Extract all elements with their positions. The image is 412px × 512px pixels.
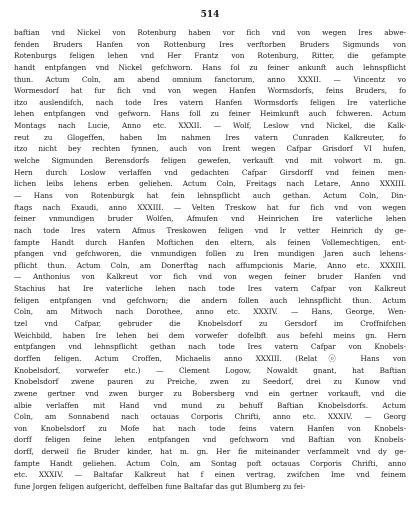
text-line: fune Jorgen feligen aufgericht, deffelben fune Baltafar das gut Blumberg zu fei-	[14, 481, 306, 491]
text-line: fampte Handt durch Hanfen Moftichen den eltern, als feinen Vollemechtigen, ent-	[14, 237, 406, 247]
text-line: feligen entpfangen vnd gefchworn; die andern follen auch lehnspflicht thun. Actum	[14, 295, 406, 305]
text-line: lehen entpfangen vnd gefworn. Hans foll zu feiner Heimkunft auch fchweren. Actum	[14, 109, 406, 119]
text-line: — Anthonius von Kalkreut vor fich vnd von wegen feiner bruder Hanfen vnd	[14, 272, 406, 282]
text-line: feiner vnmundigen bruder Wolfen, Afmufen vnd Heinrichen Ire vaterliche lehen	[14, 214, 406, 224]
text-line: Knobelsdorf zwene pauren zu Preiche, zwen zu Seedorf, drei zu Kunow vnd	[14, 377, 406, 387]
text-line: lichen leibs lehens erben geliehen. Actum Coln, Freitags nach Letare, Anno XXXIII.	[14, 179, 406, 189]
text-line: albie verlaffen mit Hand vnd mund zu behuff Baftian Knobelsdorfs. Actum	[14, 400, 406, 410]
text-line: fenden Bruders Hanfen von Rottenburg Ires verftorben Bruders Sigmunds von	[14, 39, 406, 49]
text-line: Montags nach Lucie, Anno etc. XXXII. — Wolf, Leslow vnd Nickel, die Kalk-	[14, 121, 406, 131]
text-line: — Hans von Rotenburgk hat fein lehnspflicht auch gethan. Actum Coln, Din-	[14, 190, 406, 200]
text-line: pflicht thun. Actum Coln, am Donerftag nach affumpcionis Marie, Anno etc. XXXIII.	[14, 260, 406, 270]
text-line: dorff, derweil fie Bruder kinder, hat m. gn. Her fie miteinander verfammelt vnd dy ge-	[14, 447, 406, 457]
text-line: pfangen vnd gefchworen, die vnmundigen follen zu Iren mundigen Jaren auch lehens-	[14, 249, 406, 259]
text-line: nach tode Ires vatern Afmus Treskowen feligen vnd Ir vetter Heinrich dy ge-	[14, 225, 406, 235]
text-line: dorffen feligen. Actum Croffen, Michaelis anno XXXIII. (Relatⓞ Hans von	[14, 353, 406, 363]
text-line: Hern durch Loslow verlaffen vnd gedachten Cafpar Girsdorff vnd feinen men-	[14, 167, 406, 177]
body-text	[14, 27, 406, 493]
text-line: Weichbild, haben Ire lehen bei dem vorwefer dofelbft aus befehl meins gn. Hern	[14, 330, 406, 340]
text-line: von Knobelsdorf zu Mofe hat nach tode feins vatern Hanfen von Knobels-	[14, 423, 406, 433]
text-line: welche Sigmunden Berensdorfs feligen gewefen, verkauft vnd mit volwort m. gn.	[14, 156, 406, 166]
text-line: reut zu Glogeffen, haben Im nahmen Ires vatern Cunraden Kalkreuter, fo	[14, 132, 406, 142]
text-line: Coln, am Sonnabend nach octauas Corporis Chrifti, anno etc. XXXIV. — Georg	[14, 412, 406, 422]
text-line: dorff feligen feine lehen entpfangen vnd gefchworn vnd Baftian von Knobels-	[14, 435, 406, 445]
text-line: tzel vnd Cafpar, gebruder die Knobelsdorf zu Gersdorf im Croffnifchen	[14, 319, 406, 329]
text-line: ftags nach Exaudi, anno XXXIII. — Velten Treskow hat fur fich vnd von wegen	[14, 202, 406, 212]
text-line: baftian vnd Nickel von Rotenburg haben vor fich vnd von wegen Ires abwe-	[14, 28, 406, 37]
text-line: itzo auslendifch, nach tode Ires vatern Hanfen Wormsdorfs feligen Ire vaterliche	[14, 97, 406, 107]
text-line: zwene gertner vnd zwen burger zu Bobersberg vnd ein gertner vorkauft, vnd die	[14, 388, 406, 398]
text-line: thun. Actum Coln, am abend omnium fanctorum, anno XXXII. — Vincentz vo	[14, 74, 406, 84]
page-number: 514	[200, 10, 220, 20]
text-line: Rotenburgs feligen lehen vnd Her Frantz von Rotenburg, Ritter, die gefampte	[14, 51, 406, 61]
text-line: itzo nicht bey rechten fynnen, auch von Irent wegen Cafpar Grisdorf VI hufen,	[14, 144, 406, 154]
text-line: Coln, am Mitwoch nach Dorothee, anno etc. XXXIV. — Hans, George, Wen-	[14, 307, 406, 317]
text-line: handt entpfangen vnd Nickel gefchworn. Hans fol zu feiner ankunft auch lehnspflicht	[14, 62, 406, 72]
text-line: Knobelsdorf, vorwefer etc.) — Clement Logow, Nowaldt gnant, hat Baftian	[14, 365, 406, 375]
text-line: fampte Handt geliehen. Actum Coln, am Sontag poft octauas Corporis Chrifti, anno	[14, 458, 406, 468]
text-line: Stachius hat Ire vaterliche lehen nach tode Ires vatern Cafpar von Kalkreut	[14, 284, 406, 294]
text-line: entpfangen vnd lehnspflicht gethan nach tode Ires vatern Cafpar von Knobels-	[14, 342, 406, 352]
text-line: Wormesdorf hat fur fich vnd von wegen Hanfen Wormsdorfs, feins Bruders, fo	[14, 86, 406, 96]
text-line: etc. XXXIV. — Baltafar Kalkreut hat f einen vertrag, zwifchen Ime vnd feinem	[14, 470, 406, 480]
